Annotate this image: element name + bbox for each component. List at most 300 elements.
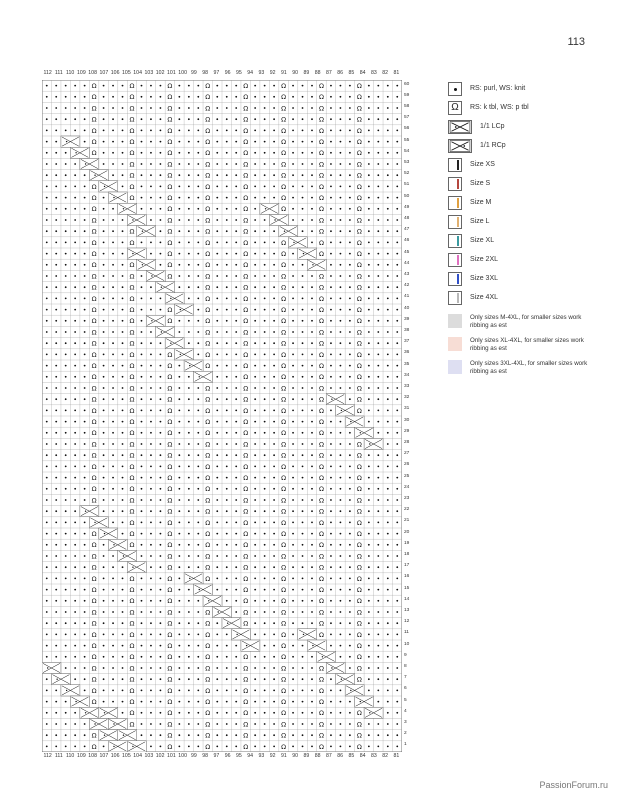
svg-text:Ω: Ω <box>129 586 135 594</box>
row-number: 51 <box>404 182 410 188</box>
row-number: 15 <box>404 585 410 591</box>
svg-text:Ω: Ω <box>129 272 135 281</box>
row-number: 8 <box>404 663 407 669</box>
svg-text:Ω: Ω <box>205 608 211 617</box>
svg-text:Ω: Ω <box>91 418 97 426</box>
svg-text:Ω: Ω <box>318 742 324 751</box>
svg-text:Ω: Ω <box>91 586 97 594</box>
row-number: 22 <box>404 507 410 513</box>
column-number: 87 <box>325 753 332 759</box>
svg-text:Ω: Ω <box>281 126 287 135</box>
svg-text:Ω: Ω <box>356 440 362 449</box>
svg-text:Ω: Ω <box>243 552 249 561</box>
svg-text:Ω: Ω <box>281 238 287 247</box>
svg-text:Ω: Ω <box>281 653 287 662</box>
row-number: 33 <box>404 383 410 389</box>
svg-text:Ω: Ω <box>91 642 97 650</box>
svg-text:Ω: Ω <box>281 205 287 214</box>
svg-text:Ω: Ω <box>281 104 287 113</box>
svg-text:Ω: Ω <box>356 597 362 606</box>
svg-text:Ω: Ω <box>91 373 97 382</box>
column-number: 96 <box>224 70 231 76</box>
svg-text:Ω: Ω <box>91 451 97 460</box>
row-number: 58 <box>404 103 410 109</box>
svg-text:Ω: Ω <box>167 451 173 460</box>
svg-text:Ω: Ω <box>167 138 173 146</box>
svg-text:Ω: Ω <box>129 328 135 337</box>
svg-text:Ω: Ω <box>356 474 362 482</box>
column-number: 112 <box>43 753 52 759</box>
svg-text:Ω: Ω <box>205 149 211 158</box>
svg-text:Ω: Ω <box>129 227 135 236</box>
svg-text:Ω: Ω <box>318 227 324 236</box>
svg-text:Ω: Ω <box>356 317 362 326</box>
row-number: 16 <box>404 574 410 580</box>
svg-text:Ω: Ω <box>243 294 249 303</box>
column-number: 103 <box>144 70 154 76</box>
svg-text:Ω: Ω <box>243 474 249 482</box>
size-line-icon <box>448 158 462 172</box>
svg-text:Ω: Ω <box>205 350 211 359</box>
row-number: 43 <box>404 271 410 277</box>
svg-text:Ω: Ω <box>318 350 324 359</box>
svg-text:Ω: Ω <box>243 462 249 471</box>
svg-text:Ω: Ω <box>243 216 249 225</box>
svg-text:Ω: Ω <box>281 518 287 527</box>
svg-text:Ω: Ω <box>167 272 173 281</box>
svg-text:Ω: Ω <box>167 104 173 113</box>
row-number: 26 <box>404 462 410 468</box>
svg-text:Ω: Ω <box>91 384 97 393</box>
legend-item-size: Size 4XL <box>448 291 598 310</box>
svg-text:Ω: Ω <box>167 395 173 404</box>
svg-text:Ω: Ω <box>129 171 135 180</box>
svg-text:Ω: Ω <box>356 496 362 505</box>
svg-text:Ω: Ω <box>91 328 97 337</box>
svg-text:Ω: Ω <box>318 339 324 348</box>
svg-text:Ω: Ω <box>129 541 135 550</box>
svg-text:Ω: Ω <box>129 294 135 303</box>
svg-text:Ω: Ω <box>167 126 173 135</box>
svg-text:Ω: Ω <box>167 630 173 639</box>
svg-text:Ω: Ω <box>356 563 362 572</box>
size-line-icon <box>448 234 462 248</box>
svg-text:Ω: Ω <box>205 653 211 662</box>
svg-text:Ω: Ω <box>318 82 324 90</box>
svg-text:Ω: Ω <box>356 608 362 617</box>
svg-text:Ω: Ω <box>91 485 97 494</box>
column-number: 81 <box>393 70 400 76</box>
svg-text:Ω: Ω <box>205 227 211 236</box>
svg-text:Ω: Ω <box>243 362 249 370</box>
svg-text:Ω: Ω <box>167 485 173 494</box>
svg-text:Ω: Ω <box>243 541 249 550</box>
svg-text:Ω: Ω <box>356 653 362 662</box>
svg-text:Ω: Ω <box>318 541 324 550</box>
column-number: 111 <box>54 753 63 759</box>
svg-text:Ω: Ω <box>167 384 173 393</box>
svg-text:Ω: Ω <box>205 675 211 684</box>
svg-text:Ω: Ω <box>167 160 173 169</box>
knitting-chart <box>37 66 412 759</box>
column-number: 93 <box>258 70 265 76</box>
svg-text:Ω: Ω <box>281 171 287 180</box>
row-number: 52 <box>404 171 410 177</box>
svg-text:Ω: Ω <box>91 93 97 102</box>
svg-text:Ω: Ω <box>129 608 135 617</box>
legend-item-size: Size L <box>448 215 598 234</box>
row-number: 27 <box>404 451 410 457</box>
svg-text:Ω: Ω <box>318 675 324 684</box>
svg-text:Ω: Ω <box>129 619 135 628</box>
svg-text:Ω: Ω <box>91 194 97 202</box>
svg-text:Ω: Ω <box>129 126 135 135</box>
column-number: 99 <box>190 70 197 76</box>
svg-text:Ω: Ω <box>91 608 97 617</box>
svg-text:Ω: Ω <box>205 496 211 505</box>
svg-text:Ω: Ω <box>129 709 135 718</box>
row-number: 40 <box>404 305 410 311</box>
row-number: 44 <box>404 260 410 266</box>
svg-text:Ω: Ω <box>281 306 287 314</box>
svg-text:Ω: Ω <box>91 115 97 124</box>
column-number: 102 <box>155 70 165 76</box>
svg-text:Ω: Ω <box>129 675 135 684</box>
legend-item-size: Size XS <box>448 158 598 177</box>
svg-text:Ω: Ω <box>318 138 324 146</box>
svg-text:Ω: Ω <box>167 462 173 471</box>
svg-text:Ω: Ω <box>205 485 211 494</box>
svg-text:Ω: Ω <box>167 731 173 740</box>
svg-text:Ω: Ω <box>91 306 97 314</box>
svg-text:Ω: Ω <box>167 597 173 606</box>
row-number: 19 <box>404 540 410 546</box>
row-number: 57 <box>404 115 410 121</box>
svg-text:Ω: Ω <box>318 474 324 482</box>
column-number: 82 <box>382 70 389 76</box>
svg-text:Ω: Ω <box>243 563 249 572</box>
row-number: 37 <box>404 339 410 345</box>
legend-item-rcp: 1/1 RCp <box>448 139 598 158</box>
svg-text:Ω: Ω <box>167 563 173 572</box>
svg-text:Ω: Ω <box>91 574 97 583</box>
lcp-cable-icon <box>448 120 472 134</box>
svg-text:Ω: Ω <box>243 742 249 751</box>
svg-text:Ω: Ω <box>243 373 249 382</box>
column-number: 109 <box>77 70 86 76</box>
svg-text:Ω: Ω <box>281 429 287 438</box>
svg-text:Ω: Ω <box>167 373 173 382</box>
svg-text:Ω: Ω <box>243 149 249 158</box>
column-number: 104 <box>133 70 142 76</box>
rcp-cable-icon <box>448 139 472 153</box>
svg-text:Ω: Ω <box>91 686 97 695</box>
svg-text:Ω: Ω <box>356 642 362 650</box>
row-number: 53 <box>404 159 410 165</box>
column-number: 107 <box>99 70 109 76</box>
svg-text:Ω: Ω <box>91 238 97 247</box>
svg-text:Ω: Ω <box>318 373 324 382</box>
svg-text:Ω: Ω <box>91 530 97 538</box>
svg-text:Ω: Ω <box>167 350 173 359</box>
svg-text:Ω: Ω <box>205 720 211 729</box>
svg-text:Ω: Ω <box>205 362 211 370</box>
svg-text:Ω: Ω <box>356 149 362 158</box>
svg-text:Ω: Ω <box>205 451 211 460</box>
svg-text:Ω: Ω <box>281 138 287 146</box>
svg-text:Ω: Ω <box>167 418 173 426</box>
svg-text:Ω: Ω <box>205 709 211 718</box>
svg-text:Ω: Ω <box>91 395 97 404</box>
svg-text:Ω: Ω <box>318 630 324 639</box>
svg-text:Ω: Ω <box>129 518 135 527</box>
purl-dot-icon <box>448 82 462 96</box>
row-number: 18 <box>404 551 410 557</box>
svg-text:Ω: Ω <box>318 552 324 561</box>
svg-text:Ω: Ω <box>243 93 249 102</box>
size-line-icon <box>448 177 462 191</box>
svg-text:Ω: Ω <box>281 182 287 191</box>
size-line-icon <box>448 253 462 267</box>
column-number: 86 <box>337 70 344 76</box>
svg-text:Ω: Ω <box>205 440 211 449</box>
svg-text:Ω: Ω <box>91 82 97 90</box>
svg-text:Ω: Ω <box>243 507 249 516</box>
svg-text:Ω: Ω <box>167 709 173 718</box>
svg-text:Ω: Ω <box>243 586 249 594</box>
svg-text:Ω: Ω <box>205 418 211 426</box>
svg-text:Ω: Ω <box>167 586 173 594</box>
watermark: PassionForum.ru <box>539 780 608 790</box>
legend-item-size: Size 3XL <box>448 272 598 291</box>
svg-text:Ω: Ω <box>91 283 97 292</box>
svg-text:Ω: Ω <box>356 720 362 729</box>
column-number: 106 <box>110 753 120 759</box>
legend-item-ktbl: Ω RS: k tbl, WS: p tbl <box>448 101 598 120</box>
legend-item-size: Size 2XL <box>448 253 598 272</box>
svg-text:Ω: Ω <box>243 82 249 90</box>
svg-text:Ω: Ω <box>318 93 324 102</box>
svg-text:Ω: Ω <box>356 350 362 359</box>
svg-text:Ω: Ω <box>243 653 249 662</box>
column-number: 97 <box>213 70 220 76</box>
svg-text:Ω: Ω <box>281 93 287 102</box>
svg-text:Ω: Ω <box>356 250 362 258</box>
svg-text:Ω: Ω <box>281 160 287 169</box>
svg-text:Ω: Ω <box>318 160 324 169</box>
svg-text:Ω: Ω <box>318 440 324 449</box>
svg-text:Ω: Ω <box>129 686 135 695</box>
svg-text:Ω: Ω <box>205 664 211 673</box>
svg-text:Ω: Ω <box>356 664 362 673</box>
row-number: 49 <box>404 204 410 210</box>
column-number: 112 <box>43 70 52 76</box>
svg-text:Ω: Ω <box>281 250 287 258</box>
svg-text:Ω: Ω <box>318 126 324 135</box>
svg-text:Ω: Ω <box>205 261 211 270</box>
svg-text:Ω: Ω <box>318 395 324 404</box>
row-number: 28 <box>404 439 410 445</box>
svg-text:Ω: Ω <box>129 720 135 729</box>
column-number: 84 <box>359 753 366 759</box>
svg-text:Ω: Ω <box>243 261 249 270</box>
column-number: 108 <box>88 753 97 759</box>
svg-text:Ω: Ω <box>356 406 362 415</box>
svg-text:Ω: Ω <box>243 440 249 449</box>
svg-text:Ω: Ω <box>205 530 211 538</box>
svg-text:Ω: Ω <box>167 216 173 225</box>
svg-text:Ω: Ω <box>281 698 287 706</box>
svg-text:Ω: Ω <box>281 742 287 751</box>
size-line-icon <box>448 196 462 210</box>
row-number: 46 <box>404 238 410 244</box>
svg-text:Ω: Ω <box>318 507 324 516</box>
svg-text:Ω: Ω <box>243 205 249 214</box>
svg-text:Ω: Ω <box>281 362 287 370</box>
column-number: 100 <box>178 753 187 759</box>
legend-item-size: Size XL <box>448 234 598 253</box>
svg-text:Ω: Ω <box>356 93 362 102</box>
svg-text:Ω: Ω <box>318 149 324 158</box>
legend-item-size: Size S <box>448 177 598 196</box>
svg-text:Ω: Ω <box>167 664 173 673</box>
svg-text:Ω: Ω <box>129 496 135 505</box>
svg-text:Ω: Ω <box>318 317 324 326</box>
svg-text:Ω: Ω <box>281 485 287 494</box>
row-number: 30 <box>404 417 410 423</box>
svg-text:Ω: Ω <box>205 462 211 471</box>
svg-text:Ω: Ω <box>356 731 362 740</box>
size-line-icon <box>448 291 462 305</box>
column-number: 105 <box>122 753 131 759</box>
svg-text:Ω: Ω <box>167 698 173 706</box>
svg-text:Ω: Ω <box>167 406 173 415</box>
svg-text:Ω: Ω <box>167 429 173 438</box>
svg-text:Ω: Ω <box>205 642 211 650</box>
svg-text:Ω: Ω <box>91 350 97 359</box>
svg-text:Ω: Ω <box>91 698 97 706</box>
svg-text:Ω: Ω <box>318 238 324 247</box>
svg-text:Ω: Ω <box>91 440 97 449</box>
svg-text:Ω: Ω <box>91 541 97 550</box>
svg-text:Ω: Ω <box>205 272 211 281</box>
row-number: 29 <box>404 428 410 434</box>
svg-text:Ω: Ω <box>243 597 249 606</box>
svg-text:Ω: Ω <box>318 104 324 113</box>
svg-text:Ω: Ω <box>281 664 287 673</box>
svg-text:Ω: Ω <box>205 518 211 527</box>
svg-text:Ω: Ω <box>205 686 211 695</box>
svg-text:Ω: Ω <box>167 306 173 314</box>
svg-text:Ω: Ω <box>356 104 362 113</box>
column-number: 91 <box>280 753 287 759</box>
svg-text:Ω: Ω <box>167 440 173 449</box>
svg-text:Ω: Ω <box>205 317 211 326</box>
svg-text:Ω: Ω <box>356 339 362 348</box>
row-number: 24 <box>404 484 410 490</box>
svg-text:Ω: Ω <box>243 138 249 146</box>
row-number: 31 <box>404 406 410 412</box>
svg-text:Ω: Ω <box>91 294 97 303</box>
svg-text:Ω: Ω <box>167 171 173 180</box>
svg-text:Ω: Ω <box>129 653 135 662</box>
svg-text:Ω: Ω <box>281 317 287 326</box>
svg-text:Ω: Ω <box>356 238 362 247</box>
column-number: 111 <box>54 70 63 76</box>
svg-text:Ω: Ω <box>356 541 362 550</box>
svg-text:Ω: Ω <box>91 496 97 505</box>
svg-text:Ω: Ω <box>205 115 211 124</box>
svg-text:Ω: Ω <box>129 698 135 706</box>
svg-text:Ω: Ω <box>205 250 211 258</box>
svg-text:Ω: Ω <box>243 171 249 180</box>
column-number: 89 <box>303 753 310 759</box>
svg-text:Ω: Ω <box>318 731 324 740</box>
svg-text:Ω: Ω <box>356 115 362 124</box>
row-number: 45 <box>404 249 410 255</box>
svg-text:Ω: Ω <box>356 261 362 270</box>
svg-text:Ω: Ω <box>243 451 249 460</box>
column-number: 109 <box>77 753 86 759</box>
svg-text:Ω: Ω <box>243 429 249 438</box>
svg-text:Ω: Ω <box>281 451 287 460</box>
svg-text:Ω: Ω <box>356 362 362 370</box>
svg-text:Ω: Ω <box>91 675 97 684</box>
svg-text:Ω: Ω <box>281 530 287 538</box>
svg-text:Ω: Ω <box>243 194 249 202</box>
svg-text:Ω: Ω <box>129 395 135 404</box>
svg-text:Ω: Ω <box>281 406 287 415</box>
svg-text:Ω: Ω <box>356 742 362 751</box>
svg-text:Ω: Ω <box>281 194 287 202</box>
svg-text:Ω: Ω <box>205 328 211 337</box>
legend-note: Only sizes 3XL-4XL, for smaller sizes work ribbing as est <box>448 360 598 381</box>
svg-text:Ω: Ω <box>129 429 135 438</box>
shading-swatch-icon <box>448 360 462 374</box>
svg-text:Ω: Ω <box>129 339 135 348</box>
row-number: 1 <box>404 742 407 748</box>
svg-text:Ω: Ω <box>243 160 249 169</box>
svg-text:Ω: Ω <box>356 586 362 594</box>
column-number: 106 <box>110 70 120 76</box>
column-number: 90 <box>292 70 299 76</box>
svg-text:Ω: Ω <box>167 194 173 202</box>
svg-text:Ω: Ω <box>243 126 249 135</box>
row-number: 7 <box>404 675 407 681</box>
svg-text:Ω: Ω <box>243 608 249 617</box>
svg-text:Ω: Ω <box>243 350 249 359</box>
chart-grid <box>42 80 402 752</box>
svg-text:Ω: Ω <box>129 238 135 247</box>
svg-text:Ω: Ω <box>129 261 135 270</box>
svg-text:Ω: Ω <box>318 709 324 718</box>
row-number: 38 <box>404 327 410 333</box>
svg-text:Ω: Ω <box>91 250 97 258</box>
column-number: 92 <box>269 753 276 759</box>
svg-text:Ω: Ω <box>205 205 211 214</box>
svg-text:Ω: Ω <box>205 126 211 135</box>
column-number: 88 <box>314 753 321 759</box>
row-number: 48 <box>404 215 410 221</box>
shading-swatch-icon <box>448 337 462 351</box>
column-number: 83 <box>370 753 377 759</box>
svg-text:Ω: Ω <box>205 294 211 303</box>
column-number: 87 <box>325 70 332 76</box>
column-number: 94 <box>247 753 254 759</box>
svg-text:Ω: Ω <box>356 630 362 639</box>
svg-text:Ω: Ω <box>243 283 249 292</box>
svg-text:Ω: Ω <box>167 238 173 247</box>
